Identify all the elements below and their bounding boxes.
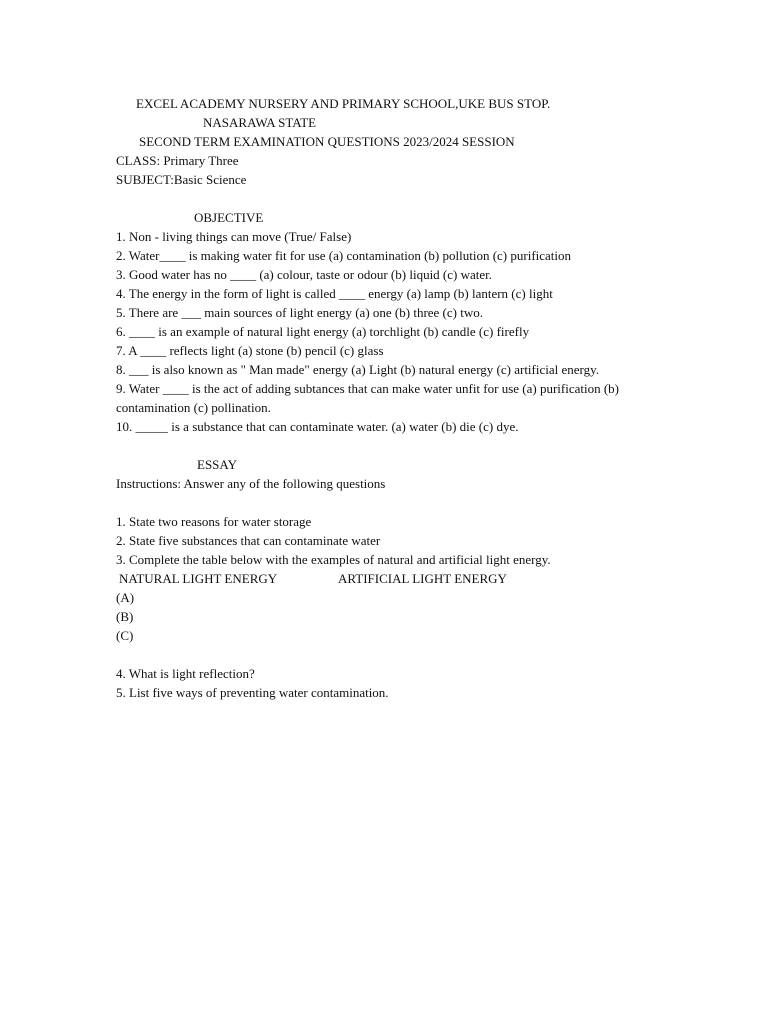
essay-question: 5. List five ways of preventing water contamination. — [116, 685, 389, 700]
objective-question: 4. The energy in the form of light is called ____ energy (a) lamp (b) lantern (c) light — [116, 286, 553, 301]
essay-question: 4. What is light reflection? — [116, 666, 255, 681]
essay-question: 2. State five substances that can contaminate water — [116, 533, 381, 548]
table-header-natural: NATURAL LIGHT ENERGY — [119, 571, 278, 586]
table-row-label: (B) — [116, 609, 134, 624]
school-name: EXCEL ACADEMY NURSERY AND PRIMARY SCHOOL,UKE BUS STOP. — [136, 96, 551, 111]
objective-question: 3. Good water has no ____ (a) colour, taste or odour (b) liquid (c) water. — [116, 267, 493, 282]
objective-heading: OBJECTIVE — [194, 210, 264, 225]
objective-question: 6. ____ is an example of natural light energy (a) torchlight (b) candle (c) firefly — [116, 324, 530, 339]
table-row-label: (A) — [116, 590, 135, 605]
objective-question-continuation: contamination (c) pollination. — [116, 400, 271, 415]
essay-instructions: Instructions: Answer any of the following questions — [116, 476, 386, 491]
class-line: CLASS: Primary Three — [116, 153, 239, 168]
essay-heading: ESSAY — [197, 457, 237, 472]
table-row-label: (C) — [116, 628, 134, 643]
table-header-artificial: ARTIFICIAL LIGHT ENERGY — [338, 571, 507, 586]
objective-question: 8. ___ is also known as " Man made" energy (a) Light (b) natural energy (c) artificial energy. — [116, 362, 600, 377]
objective-question: 7. A ____ reflects light (a) stone (b) pencil (c) glass — [116, 343, 384, 358]
objective-question: 10. _____ is a substance that can contaminate water. (a) water (b) die (c) dye. — [116, 419, 519, 434]
state-name: NASARAWA STATE — [203, 115, 317, 130]
exam-title: SECOND TERM EXAMINATION QUESTIONS 2023/2024 SESSION — [139, 134, 515, 149]
essay-question: 1. State two reasons for water storage — [116, 514, 312, 529]
subject-line: SUBJECT:Basic Science — [116, 172, 247, 187]
objective-question: 1. Non - living things can move (True/ False) — [116, 229, 352, 244]
objective-question: 5. There are ___ main sources of light energy (a) one (b) three (c) two. — [116, 305, 483, 320]
objective-question: 2. Water____ is making water fit for use (a) contamination (b) pollution (c) purification — [116, 248, 572, 263]
essay-question: 3. Complete the table below with the examples of natural and artificial light energy. — [116, 552, 551, 567]
objective-question: 9. Water ____ is the act of adding subtances that can make water unfit for use (a) purification (b) — [116, 381, 620, 396]
